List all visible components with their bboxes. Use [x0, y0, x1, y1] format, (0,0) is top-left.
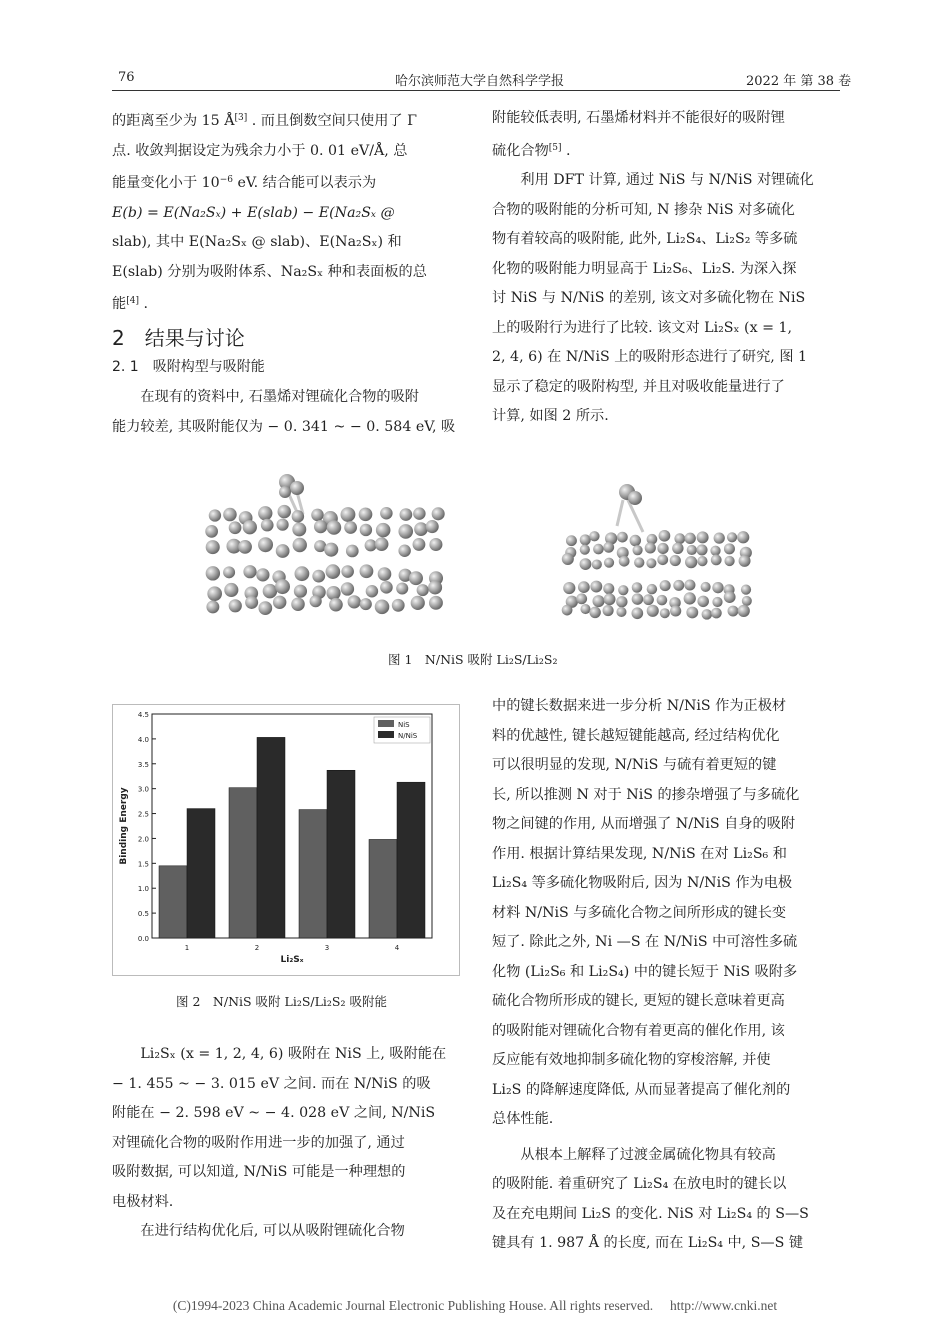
atom	[392, 599, 405, 612]
text-line: .	[561, 142, 571, 159]
atom	[604, 593, 616, 605]
atom	[738, 605, 750, 617]
atom	[292, 522, 306, 536]
atom	[630, 535, 641, 546]
text-line: 能	[112, 296, 127, 312]
text-line: Li₂Sₓ (x = 1, 2, 4, 6) 吸附在 NiS 上, 吸附能在	[140, 1046, 447, 1062]
atom	[657, 554, 668, 565]
atom	[326, 564, 341, 579]
bar-n-nis	[187, 809, 215, 938]
atom	[580, 545, 590, 555]
atom	[647, 605, 659, 617]
text-line: 计算, 如图 2 所示.	[492, 408, 609, 424]
atom	[273, 596, 286, 609]
atom	[256, 568, 269, 581]
atom	[278, 505, 291, 518]
atom	[360, 564, 374, 578]
atom	[724, 556, 734, 566]
text-line: 的吸附能. 着重研究了 Li₂S₄ 在放电时的键长以	[492, 1176, 787, 1192]
text-line: . 而且倒数空间只使用了 Γ	[247, 113, 417, 129]
text-line: 从根本上解释了过渡金属硫化物具有较高	[520, 1146, 776, 1163]
y-tick-label: 4.5	[137, 711, 149, 719]
atom	[417, 584, 429, 596]
text-line: 在进行结构优化后, 可以从吸附锂硫化合物	[140, 1223, 405, 1239]
atom	[603, 542, 614, 553]
atom	[206, 566, 220, 580]
legend-label: NiS	[398, 721, 410, 729]
atom	[413, 507, 425, 519]
y-tick-label: 2.5	[137, 810, 149, 819]
atom	[238, 540, 252, 554]
text-line: 料的优越性, 键长越短键能越高, 经过结构优化	[492, 727, 780, 744]
atom	[243, 565, 256, 578]
bar-nis	[369, 839, 397, 938]
atom	[414, 522, 428, 536]
atom	[359, 508, 373, 522]
atom	[400, 508, 413, 521]
atom	[711, 608, 722, 619]
atom	[616, 596, 627, 607]
atom	[327, 520, 342, 535]
text-line: 硫化合物	[492, 142, 549, 159]
atom	[563, 582, 575, 594]
figure1-structures	[195, 470, 775, 630]
atom	[580, 604, 590, 614]
atom	[628, 491, 642, 505]
text-line: 点. 收敛判据设定为残余力小于 0. 01 eV/Å, 总	[112, 142, 408, 159]
text-line: Li₂S 的降解速度降低, 从而显著提高了催化剂的	[492, 1081, 791, 1098]
atom	[376, 523, 391, 538]
y-tick-label: 4.0	[137, 735, 149, 744]
atom	[413, 538, 426, 551]
atom	[223, 508, 237, 522]
atom	[314, 520, 327, 533]
atom	[380, 507, 393, 520]
atom	[712, 582, 723, 593]
x-tick-label: 4	[394, 944, 400, 952]
y-tick-label: 1.0	[137, 885, 149, 894]
atom	[657, 543, 668, 554]
text-line: .	[138, 296, 148, 312]
atom	[365, 539, 377, 551]
atom	[634, 557, 644, 567]
atom	[645, 542, 656, 553]
atom	[224, 583, 238, 597]
text-line: 材料 N/NiS 与多硫化合物之间所形成的键长变	[492, 904, 787, 921]
atom	[209, 509, 221, 521]
figure2-caption: 图 2 N/NiS 吸附 Li₂S/Li₂S₂ 吸附能	[176, 994, 387, 1009]
text-line: − 1. 455 ~ − 3. 015 eV 之间. 而在 N/NiS 的吸	[112, 1075, 431, 1092]
atom	[294, 585, 307, 598]
atom	[589, 607, 600, 618]
atom	[617, 532, 628, 543]
atom	[245, 596, 258, 609]
text-line: 在现有的资料中, 石墨烯对锂硫化合物的吸附	[140, 389, 419, 405]
atom	[673, 580, 684, 591]
atom	[396, 582, 408, 594]
text-line: 物有着较高的吸附能, 此外, Li₂S₄、Li₂S₂ 等多硫	[492, 231, 798, 247]
atom	[366, 585, 378, 597]
atom	[646, 558, 656, 568]
text-line: 总体性能.	[492, 1111, 554, 1127]
atom	[742, 596, 752, 606]
binding-energy-chart	[112, 704, 460, 976]
atom	[657, 595, 668, 606]
text-line: Li₂S₄ 等多硫化物吸附后, 因为 N/NiS 作为电极	[492, 875, 793, 891]
text-line: 及在充电期间 Li₂S 的变化. NiS 对 Li₂S₄ 的 S—S	[492, 1205, 809, 1222]
atom	[672, 543, 683, 554]
left-column-para2	[112, 383, 460, 442]
atom	[618, 585, 628, 595]
text-line: 中的键长数据来进一步分析 N/NiS 作为正极材	[492, 698, 787, 714]
text-line: 讨 NiS 与 N/NiS 的差别, 该文对多硫化物在 NiS	[492, 290, 806, 306]
atom	[279, 486, 291, 498]
y-tick-label: 2.0	[137, 835, 149, 844]
atom	[398, 545, 410, 557]
atom	[727, 532, 737, 542]
text-line: 上的吸附行为进行了比较. 该文对 Li₂Sₓ (x = 1,	[492, 319, 793, 336]
atom	[660, 580, 671, 591]
text-line: 对锂硫化合物的吸附作用进一步的加强了, 通过	[112, 1134, 405, 1151]
atom	[409, 571, 423, 585]
atom	[310, 595, 322, 607]
copyright-text: (C)1994-2023 China Academic Journal Electronic Publishing House. All rights reserved.	[172, 1298, 654, 1313]
legend-swatch	[378, 731, 394, 738]
text-line: 硫化合物所形成的键长, 更短的键长意味着更高	[492, 993, 785, 1009]
text-line: 作用. 根据计算结果发现, N/NiS 在对 Li₂S₆ 和	[492, 845, 787, 862]
atom	[223, 566, 235, 578]
text-line: slab), 其中 E(Na₂Sₓ @ slab)、E(Na₂Sₓ) 和	[112, 234, 402, 250]
text-line: 利用 DFT 计算, 通过 NiS 与 N/NiS 对锂硫化	[520, 172, 814, 188]
page-number: 76	[118, 70, 135, 85]
atom	[576, 593, 587, 604]
atom	[329, 598, 343, 612]
figure1-caption: 图 1 N/NiS 吸附 Li₂S/Li₂S₂	[388, 652, 558, 667]
y-tick-label: 3.0	[137, 785, 149, 794]
x-axis-label: Li₂Sₓ	[280, 955, 304, 965]
footer	[0, 1298, 950, 1314]
atom	[728, 606, 739, 617]
atom	[326, 586, 340, 600]
atom	[659, 530, 671, 542]
atom	[684, 533, 695, 544]
header-rule	[112, 90, 840, 91]
atom	[632, 593, 644, 605]
legend-label: N/NiS	[398, 732, 418, 740]
atom	[593, 544, 604, 555]
text-line: 显示了稳定的吸附构型, 并且对吸收能量进行了	[492, 378, 785, 395]
right-column-bottom	[492, 692, 840, 1259]
legend-swatch	[378, 720, 394, 727]
text-line: 能力较差, 其吸附能仅为 − 0. 341 ~ − 0. 584 eV, 吸	[112, 418, 456, 435]
atom	[360, 598, 372, 610]
atom	[724, 543, 735, 554]
atom	[685, 556, 697, 568]
atom	[432, 507, 445, 520]
atom	[697, 596, 709, 608]
atom	[566, 535, 577, 546]
y-tick-label: 1.5	[137, 860, 149, 869]
citation: [5]	[548, 142, 562, 153]
atom	[346, 545, 359, 558]
exponent: −6	[219, 175, 233, 185]
atom	[360, 524, 372, 536]
text-line: 2, 4, 6) 在 N/NiS 上的吸附形态进行了研究, 图 1	[492, 349, 808, 365]
atom	[696, 544, 707, 555]
atom	[592, 595, 604, 607]
text-line: eV. 结合能可以表示为	[232, 175, 377, 191]
atom	[697, 531, 709, 543]
atom	[276, 544, 290, 558]
atom	[701, 582, 711, 592]
y-axis-label: Binding Energy	[119, 787, 129, 865]
x-tick-label: 2	[254, 944, 260, 952]
atom	[324, 543, 338, 557]
atom	[341, 565, 354, 578]
bar-n-nis	[397, 782, 425, 938]
atom	[710, 546, 720, 556]
atom	[258, 537, 273, 552]
atom	[741, 584, 751, 594]
atom	[293, 538, 307, 552]
atom	[277, 519, 289, 531]
atom	[603, 583, 614, 594]
text-line: 化物 (Li₂S₆ 和 Li₂S₄) 中的键长短于 NiS 吸附多	[492, 963, 798, 980]
text-line: 长, 所以推测 N 对于 NiS 的掺杂增强了与多硫化	[492, 786, 800, 803]
atom	[619, 556, 630, 567]
right-column-top	[492, 104, 840, 432]
atom	[647, 584, 657, 594]
atom	[291, 597, 305, 611]
atom	[398, 524, 413, 539]
atom	[589, 531, 599, 541]
text-line: E(b) = E(Na₂Sₓ) + E(slab) − E(Na₂Sₓ @	[112, 204, 395, 221]
bar-nis	[229, 788, 257, 938]
text-line: 键具有 1. 987 Å 的长度, 而在 Li₂S₄ 中, S—S 键	[492, 1235, 804, 1251]
atom	[378, 567, 392, 581]
atom	[686, 607, 698, 619]
atom	[375, 537, 389, 551]
atom	[258, 506, 272, 520]
y-tick-label: 3.5	[137, 760, 149, 769]
text-line: 短了. 除此之外, Ni —S 在 N/NiS 中可溶性多硫	[492, 934, 798, 950]
atom	[604, 558, 614, 568]
atom	[428, 580, 442, 594]
atom	[670, 555, 681, 566]
atom	[631, 607, 643, 619]
atom	[590, 581, 602, 593]
atom	[292, 510, 304, 522]
text-line: 可以很明显的发现, N/NiS 与硫有着更短的键	[492, 757, 777, 773]
atom	[687, 545, 697, 555]
atom	[684, 579, 695, 590]
atom	[411, 596, 425, 610]
footer-url: http://www.cnki.net	[670, 1298, 778, 1313]
text-line: 吸附数据, 可以知道, N/NiS 可能是一种理想的	[112, 1164, 406, 1180]
issue-info: 2022 年 第 38 卷	[746, 74, 852, 89]
text-line: 化物的吸附能力明显高于 Li₂S₆、Li₂S. 为深入探	[492, 260, 797, 277]
text-line: 附能在 − 2. 598 eV ~ − 4. 028 eV 之间, N/NiS	[112, 1105, 436, 1121]
atom	[207, 586, 222, 601]
citation: [3]	[234, 113, 248, 123]
atom	[714, 533, 725, 544]
atom	[261, 519, 274, 532]
atom	[603, 605, 614, 616]
atom	[429, 596, 443, 610]
atom	[712, 597, 722, 607]
atom	[660, 608, 670, 618]
atom	[737, 531, 749, 543]
atom	[290, 481, 304, 495]
atom	[426, 520, 439, 533]
left-column-top	[112, 104, 460, 320]
text-line: 的距离至少为 15 Å	[112, 113, 235, 129]
atom	[229, 599, 242, 612]
atom	[724, 591, 736, 603]
bar-nis	[159, 866, 187, 938]
atom	[312, 570, 325, 583]
atom	[375, 600, 390, 615]
atom	[275, 579, 290, 594]
text-line: 电极材料.	[112, 1193, 174, 1210]
atom	[616, 607, 626, 617]
x-tick-label: 3	[324, 944, 330, 952]
bar-n-nis	[257, 737, 285, 938]
bond	[617, 500, 623, 526]
text-line: 的吸附能对锂硫化合物有着更高的催化作用, 该	[492, 1022, 785, 1039]
atom	[632, 582, 643, 593]
atom	[580, 534, 591, 545]
atom	[580, 558, 592, 570]
atom	[311, 509, 324, 522]
atom	[258, 601, 272, 615]
atom	[341, 582, 354, 595]
atom	[205, 525, 218, 538]
atom	[674, 533, 685, 544]
y-tick-label: 0.5	[137, 910, 149, 919]
atom	[348, 595, 361, 608]
atom	[429, 538, 442, 551]
bar-n-nis	[327, 770, 355, 938]
text-line: 合物的吸附能的分析可知, N 掺杂 NiS 对多硫化	[492, 201, 795, 218]
text-line: 反应能有效地抑制多硫化物的穿梭溶解, 并使	[492, 1052, 771, 1068]
atom	[229, 521, 242, 534]
section-title: 2 结果与讨论	[112, 326, 245, 350]
atom	[670, 605, 681, 616]
atom	[562, 553, 574, 565]
atom	[206, 540, 220, 554]
atom	[206, 600, 219, 613]
atom	[711, 554, 722, 565]
atom	[739, 555, 751, 567]
left-column-bottom	[112, 1040, 460, 1247]
atom	[341, 507, 356, 522]
atom	[243, 520, 257, 534]
bar-nis	[299, 810, 327, 938]
left-slab-atoms	[205, 474, 444, 615]
atom	[578, 581, 590, 593]
text-line: E(slab) 分别为吸附体系、Na₂Sₓ 种和表面板的总	[112, 263, 427, 280]
y-tick-label: 0.0	[137, 935, 149, 943]
x-tick-label: 1	[184, 944, 190, 952]
atom	[344, 521, 357, 534]
atom	[380, 581, 393, 594]
atom	[697, 556, 707, 566]
atom	[592, 559, 602, 569]
text-line: 能量变化小于 10	[112, 175, 220, 191]
atom	[702, 609, 713, 620]
atom	[562, 605, 573, 616]
atom	[263, 584, 277, 598]
journal-name: 哈尔滨师范大学自然科学学报	[395, 74, 565, 89]
text-line: 物之间键的作用, 从而增强了 N/NiS 自身的吸附	[492, 816, 796, 832]
atom	[684, 592, 696, 604]
subsection-title: 2. 1 吸附构型与吸附能	[112, 359, 265, 375]
right-slab-atoms	[562, 484, 752, 620]
atom	[633, 545, 643, 555]
citation: [4]	[126, 296, 139, 306]
atom	[643, 594, 654, 605]
text-line: 附能较低表明, 石墨烯材料并不能很好的吸附锂	[492, 110, 785, 126]
atom	[295, 566, 310, 581]
